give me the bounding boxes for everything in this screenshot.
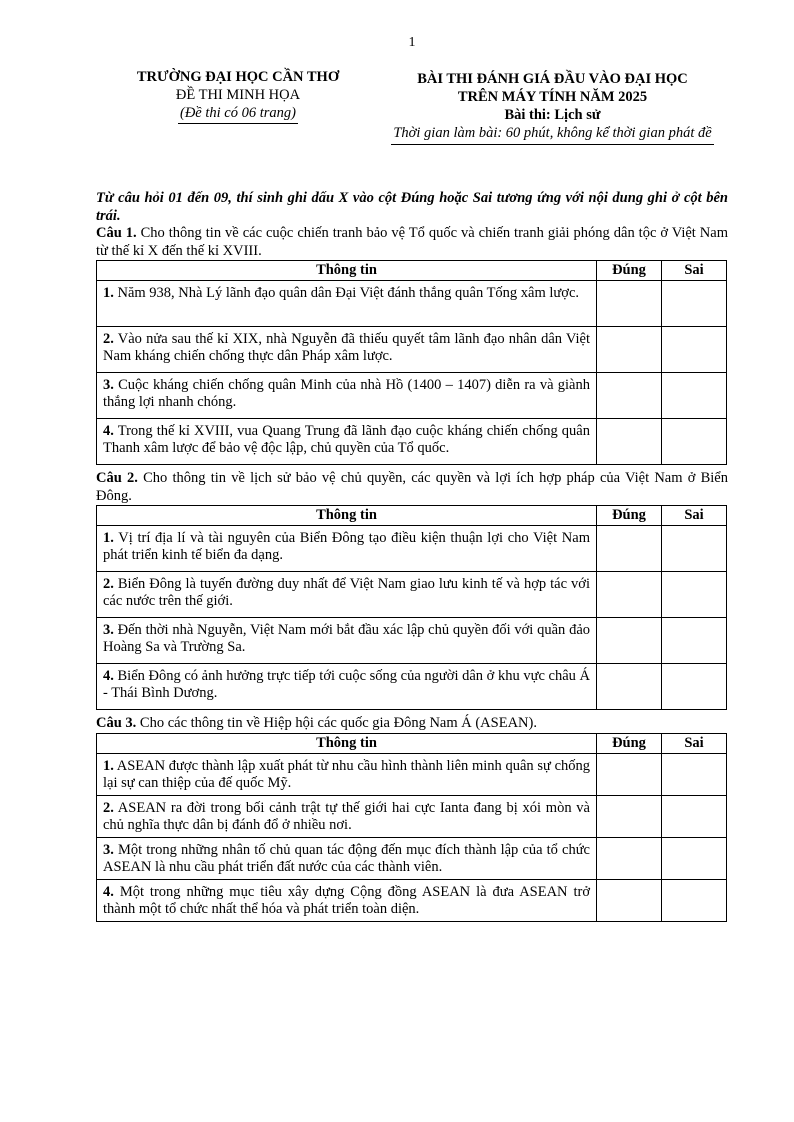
header-false: Sai	[662, 506, 727, 526]
true-answer-cell[interactable]	[597, 327, 662, 373]
table-row	[97, 753, 727, 795]
question-text: Cho các thông tin về Hiệp hội các quốc gia Đông Nam Á (ASEAN).	[136, 715, 537, 731]
false-answer-cell[interactable]	[662, 879, 727, 921]
table-row	[97, 373, 727, 419]
school-name: TRƯỜNG ĐẠI HỌC CẦN THƠ	[136, 69, 340, 85]
statement-text: ASEAN được thành lập xuất phát từ nhu cầu hình thành liên minh quân sự chống lại sự can thiệp của đế quốc Mỹ.	[103, 757, 590, 791]
statement-cell	[97, 753, 597, 795]
statement-text: ASEAN ra đời trong bối cảnh trật tự thế giới hai cực Ianta đang bị xói mòn và chủ nghĩa thực dân bị đánh đổ ở nhiều nơi.	[103, 799, 590, 833]
statement-cell	[97, 879, 597, 921]
false-answer-cell[interactable]	[662, 419, 727, 465]
statement-cell	[97, 327, 597, 373]
true-answer-cell[interactable]	[597, 618, 662, 664]
table-header-row	[97, 733, 727, 753]
exam-content	[96, 190, 728, 927]
statement-number: 2.	[103, 799, 114, 816]
table-row	[97, 879, 727, 921]
false-answer-cell[interactable]	[662, 327, 727, 373]
table-header-row	[97, 261, 727, 281]
true-answer-cell[interactable]	[597, 419, 662, 465]
table-header-row	[97, 506, 727, 526]
question-text: Cho thông tin về các cuộc chiến tranh bảo vệ Tổ quốc và chiến tranh giải phóng dân tộc ở Việt Nam từ thế kỉ X đến thế kỉ XVIII.	[96, 225, 728, 259]
true-answer-cell[interactable]	[597, 281, 662, 327]
statement-text: Trong thế kỉ XVIII, vua Quang Trung đã lãnh đạo cuộc kháng chiến chống quân Thanh xâm lược để bảo vệ độc lập, chủ quyền của Tổ quốc.	[103, 423, 590, 456]
statement-number: 4.	[103, 883, 114, 900]
statement-cell	[97, 664, 597, 710]
header-true: Đúng	[597, 506, 662, 526]
table-row	[97, 837, 727, 879]
header-false: Sai	[662, 733, 727, 753]
table-row	[97, 281, 727, 327]
statement-text: Vào nửa sau thế kỉ XIX, nhà Nguyễn đã thiếu quyết tâm lãnh đạo nhân dân Việt Nam kháng chiến chống thực dân Pháp xâm lược.	[103, 331, 590, 364]
statement-text: Biển Đông là tuyến đường duy nhất để Việt Nam giao lưu kinh tế và hợp tác với các nước trên thế giới.	[103, 576, 590, 609]
statement-number: 3.	[103, 841, 114, 858]
statement-number: 1.	[103, 530, 114, 546]
statement-text: Cuộc kháng chiến chống quân Minh của nhà Hồ (1400 – 1407) diễn ra và giành thắng lợi nhanh chóng.	[103, 377, 590, 410]
table-row	[97, 419, 727, 465]
true-answer-cell[interactable]	[597, 373, 662, 419]
true-answer-cell[interactable]	[597, 526, 662, 572]
statement-cell	[97, 572, 597, 618]
question-label: Câu 3.	[96, 715, 137, 731]
header-left	[93, 68, 383, 124]
false-answer-cell[interactable]	[662, 572, 727, 618]
true-answer-cell[interactable]	[597, 753, 662, 795]
header-true: Đúng	[597, 733, 662, 753]
page-count: (Đề thi có 06 trang)	[178, 104, 298, 124]
statement-cell	[97, 618, 597, 664]
question-2	[96, 470, 728, 505]
exam-title-line2: TRÊN MÁY TÍNH NĂM 2025	[457, 89, 648, 105]
header-false: Sai	[662, 261, 727, 281]
statement-number: 2.	[103, 576, 114, 592]
statement-cell	[97, 526, 597, 572]
statement-cell	[97, 837, 597, 879]
false-answer-cell[interactable]	[662, 526, 727, 572]
statement-text: Biển Đông có ảnh hưởng trực tiếp tới cuộc sống của người dân ở khu vực châu Á - Thái Bình Dương.	[103, 668, 590, 701]
exam-time: Thời gian làm bài: 60 phút, không kể thời gian phát đề	[391, 124, 713, 145]
statement-text: Vị trí địa lí và tài nguyên của Biển Đông tạo điều kiện thuận lợi cho Việt Nam phát triển kinh tế biển đa dạng.	[103, 530, 590, 563]
header-right	[375, 70, 730, 145]
table-row	[97, 664, 727, 710]
instruction: Từ câu hỏi 01 đến 09, thí sinh ghi dấu X vào cột Đúng hoặc Sai tương ứng với nội dung ghi ở cột bên trái.	[96, 190, 728, 224]
question-1-table	[96, 260, 727, 465]
true-answer-cell[interactable]	[597, 879, 662, 921]
statement-text: Một trong những nhân tố chủ quan tác động đến mục đích thành lập của tổ chức ASEAN là nhu cầu phát triển đất nước của các thành viên.	[103, 841, 590, 875]
header-info: Thông tin	[97, 733, 597, 753]
statement-text: Năm 938, Nhà Lý lãnh đạo quân dân Đại Việt đánh thắng quân Tống xâm lược.	[113, 285, 580, 301]
statement-number: 4.	[103, 423, 114, 439]
question-2-table	[96, 505, 727, 710]
false-answer-cell[interactable]	[662, 281, 727, 327]
header-info: Thông tin	[97, 261, 597, 281]
false-answer-cell[interactable]	[662, 795, 727, 837]
true-answer-cell[interactable]	[597, 837, 662, 879]
statement-number: 4.	[103, 668, 114, 684]
false-answer-cell[interactable]	[662, 753, 727, 795]
exam-type: ĐỀ THI MINH HỌA	[175, 87, 301, 103]
statement-text: Một trong những mục tiêu xây dựng Cộng đồng ASEAN là đưa ASEAN trở thành một tổ chức nhất thể hóa và phát triển toàn diện.	[103, 883, 590, 917]
question-label: Câu 2.	[96, 470, 138, 486]
header-info: Thông tin	[97, 506, 597, 526]
table-row	[97, 618, 727, 664]
question-3-table	[96, 733, 727, 922]
table-row	[97, 795, 727, 837]
table-row	[97, 572, 727, 618]
statement-number: 2.	[103, 331, 114, 347]
question-1	[96, 225, 728, 260]
false-answer-cell[interactable]	[662, 837, 727, 879]
question-3	[96, 715, 728, 733]
statement-cell	[97, 373, 597, 419]
question-label: Câu 1.	[96, 225, 137, 241]
table-row	[97, 327, 727, 373]
table-row	[97, 526, 727, 572]
statement-cell	[97, 281, 597, 327]
false-answer-cell[interactable]	[662, 373, 727, 419]
statement-text: Đến thời nhà Nguyễn, Việt Nam mới bắt đầu xác lập chủ quyền đối với quần đảo Hoàng Sa và Trường Sa.	[103, 622, 590, 655]
statement-number: 1.	[103, 285, 114, 301]
statement-cell	[97, 795, 597, 837]
true-answer-cell[interactable]	[597, 664, 662, 710]
statement-number: 1.	[103, 757, 114, 774]
true-answer-cell[interactable]	[597, 572, 662, 618]
statement-number: 3.	[103, 377, 114, 393]
exam-subject: Bài thi: Lịch sử	[504, 107, 601, 123]
true-answer-cell[interactable]	[597, 795, 662, 837]
page-number: 1	[408, 35, 416, 50]
header-true: Đúng	[597, 261, 662, 281]
false-answer-cell[interactable]	[662, 664, 727, 710]
statement-cell	[97, 419, 597, 465]
exam-title-line1: BÀI THI ĐÁNH GIÁ ĐẦU VÀO ĐẠI HỌC	[417, 71, 688, 87]
question-text: Cho thông tin về lịch sử bảo vệ chủ quyền, các quyền và lợi ích hợp pháp của Việt Nam ở Biển Đông.	[96, 470, 728, 504]
statement-number: 3.	[103, 622, 114, 638]
false-answer-cell[interactable]	[662, 618, 727, 664]
